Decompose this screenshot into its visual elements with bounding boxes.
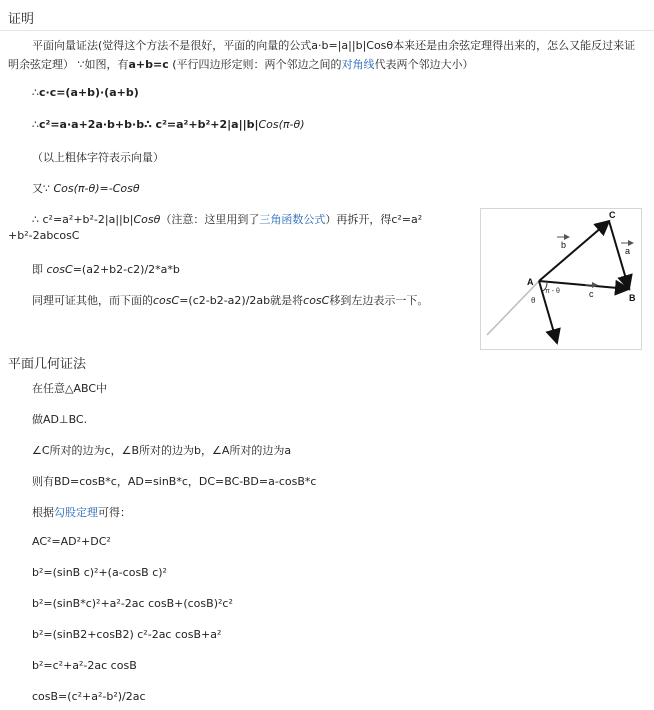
basis-text-2: 可得： (98, 506, 131, 519)
vector-diagram (481, 209, 641, 349)
angle-theta: θ (531, 296, 536, 305)
because-symbol: 又∵ (32, 182, 54, 195)
proof-line-4 (32, 180, 140, 196)
label-b: B (629, 293, 636, 303)
geometry-line: ∠C所对的边为c，∠B所对的边为b，∠A所对的边为a (32, 444, 292, 457)
extension-line (487, 281, 539, 335)
proof-line-1-eq: c·c=(a+b)·(a+b) (39, 86, 139, 99)
proof-line-5-text-2: （注意：这里用到了 (160, 213, 260, 226)
intro-text-1: 平面向量证法(觉得这个方法不是很好，平面的向量的公式a·b=|a||b|Cosθ本来还是由余弦定理得出来的，怎么又能反过来证明余弦定理） ∵如图，有 (8, 39, 636, 71)
proof-line-7-text-3: 移到左边表示一下。 (329, 294, 429, 307)
intro-text-3: 代表两个邻边大小） (374, 58, 474, 71)
proof-line-6-cos: cosC (46, 263, 73, 276)
diagonal-link[interactable]: 对角线 (341, 58, 375, 71)
section-title-geometry: 平面几何证法 (8, 357, 87, 372)
proof-line-4-eq: Cos(π-θ)=-Cosθ (53, 182, 140, 195)
equation-line: b²=(sinB*c)²+a²-2ac cosB+(cosB)²c² (32, 597, 233, 610)
label-a: A (527, 277, 534, 287)
intro-vector-eq: a+b=c (128, 58, 169, 71)
vector-b-line (539, 221, 609, 281)
section-title-proof: 证明 (8, 12, 35, 27)
therefore-symbol: ∴ (32, 118, 39, 131)
vec-b-letter: b (561, 240, 567, 250)
proof-line-7-text-2: =(c2-b2-a2)/2ab就是将 (179, 294, 304, 307)
geometry-line: 做AD⊥BC. (32, 413, 88, 426)
trig-formula-link[interactable]: 三角函数公式 (259, 213, 326, 226)
equation-line: b²=(sinB c)²+(a-cosB c)² (32, 566, 167, 579)
proof-line-2-eq: c²=a·a+2a·b+b·b∴ c²=a²+b²+2|a||b| (39, 118, 259, 131)
proof-line-6-pre: 即 (32, 263, 47, 276)
therefore-symbol: ∴ (32, 86, 39, 99)
section-divider (0, 30, 654, 31)
geometry-line: 则有BD=cosB*c，AD=sinB*c，DC=BC-BD=a-cosB*c (32, 475, 317, 488)
proof-line-5-text-3: ）再拆开，得c²=a² (325, 213, 423, 226)
proof-line-7 (32, 292, 428, 308)
proof-line-2-cos: Cos(π-θ) (258, 118, 305, 131)
proof-line-5 (32, 211, 422, 227)
proof-line-7-cos-2: cosC (303, 294, 330, 307)
proof-line-7-text-1: 同理可证其他，而下面的 (32, 294, 153, 307)
bold-note: （以上粗体字符表示向量） (32, 151, 164, 164)
equation-line: b²=(sinB2+cosB2) c²-2ac cosB+a² (32, 628, 222, 641)
equation-line: AC²=AD²+DC² (32, 535, 111, 548)
basis-line (32, 504, 131, 520)
geometry-line: 在任意△ABC中 (32, 382, 108, 395)
label-c: C (609, 210, 616, 220)
proof-line-6-eq: =(a2+b2-c2)/2*a*b (72, 263, 180, 276)
proof-line-2 (32, 118, 305, 131)
proof-line-5-cont: +b²-2abcosC (8, 229, 80, 242)
intro-text-2: (平行四边形定则：两个邻边之间的 (168, 58, 342, 71)
vec-c-letter: c (589, 289, 594, 299)
proof-line-5-cos: Cosθ (133, 213, 161, 226)
vec-a-letter: a (625, 246, 631, 256)
pythagorean-link[interactable]: 勾股定理 (54, 506, 98, 519)
proof-line-7-cos-1: cosC (153, 294, 180, 307)
angle-pi-minus-theta: π - θ (545, 288, 560, 295)
proof-line-5-text-1: ∴ c²=a²+b²-2|a||b| (32, 213, 134, 226)
intro-paragraph (8, 36, 644, 74)
proof-line-6 (32, 261, 180, 277)
vector-triangle-figure (480, 208, 642, 350)
equation-line: b²=c²+a²-2ac cosB (32, 659, 137, 672)
basis-text-1: 根据 (32, 506, 54, 519)
equation-line: cosB=(c²+a²-b²)/2ac (32, 690, 146, 703)
proof-line-1 (32, 86, 139, 99)
